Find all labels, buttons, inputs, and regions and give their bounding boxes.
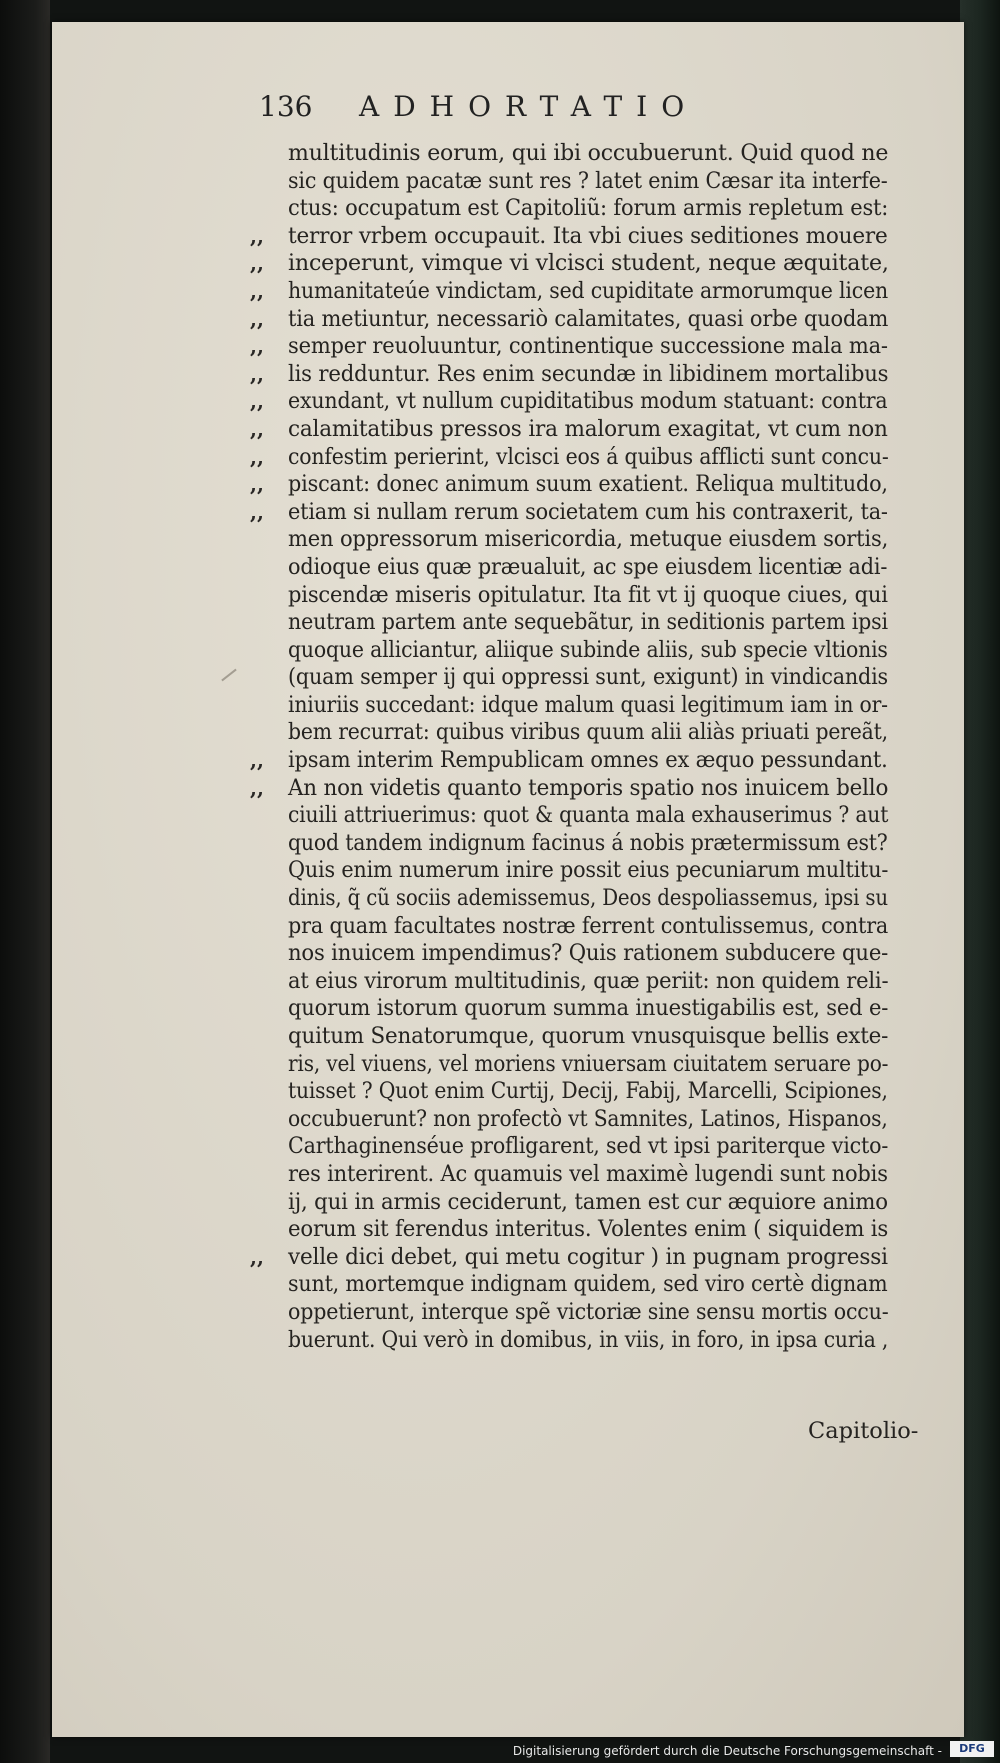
line-text: Carthaginenséue profligarent, sed vt ipsi pariterque victo- (288, 1133, 889, 1160)
line-text: occubuerunt? non profectò vt Samnites, Latinos, Hispanos, (288, 1105, 888, 1132)
text-line (52, 940, 964, 968)
line-text: piscant: donec animum suum exatient. Reliqua multitudo, (288, 471, 888, 498)
quotation-marker: ,, (250, 306, 264, 331)
line-text: sic quidem pacatæ sunt res ? latet enim Cæsar ita interfe- (288, 167, 888, 194)
text-line (52, 526, 964, 554)
line-text: piscendæ miseris opitulatur. Ita fit vt ij quoque ciues, qui (288, 581, 888, 608)
text-line (52, 499, 964, 527)
text-line (52, 1051, 964, 1079)
line-text: terror vrbem occupauit. Ita vbi ciues seditiones mouere (288, 222, 888, 249)
catchword: Capitolio- (808, 1418, 919, 1444)
line-text: eorum sit ferendus interitus. Volentes enim ( siquidem is (288, 1216, 889, 1243)
line-text: quorum istorum quorum summa inuestigabilis est, sed e- (288, 995, 889, 1022)
quotation-marker: ,, (250, 472, 264, 497)
text-line (52, 830, 964, 858)
text-line (52, 1299, 964, 1327)
text-line (52, 913, 964, 941)
line-text: semper reuoluuntur, continentique successione mala ma- (288, 333, 888, 360)
text-line (52, 278, 964, 306)
line-text: oppetierunt, interque spẽ victoriæ sine sensu mortis occu- (288, 1298, 889, 1325)
line-text: inceperunt, vimque vi vlcisci student, neque æquitate, (288, 250, 889, 277)
line-text: bem recurrat: quibus viribus quum alii aliàs priuati pereãt, (288, 719, 888, 746)
line-text: quod tandem indignum facinus á nobis prætermissum est? (288, 829, 888, 856)
quotation-marker: ,, (250, 775, 264, 800)
line-text: quitum Senatorumque, quorum vnusquisque bellis exte- (288, 1023, 889, 1049)
line-text: An non videtis quanto temporis spatio nos inuicem bello (288, 774, 889, 801)
line-text: tia metiuntur, necessariò calamitates, quasi orbe quodam (288, 305, 889, 332)
text-line (52, 1023, 964, 1051)
line-text: odioque eius quæ præualuit, ac spe eiusdem licentiæ adi- (288, 553, 888, 580)
scan-background-left (0, 0, 50, 1763)
text-line (52, 775, 964, 803)
text-line (52, 140, 964, 168)
text-line (52, 1216, 964, 1244)
text-line (52, 1106, 964, 1134)
quotation-marker: ,, (250, 748, 264, 773)
scan-background-right (960, 0, 1000, 1763)
line-text: ipsam interim Rempublicam omnes ex æquo pessundant. (288, 747, 888, 774)
line-text: (quam semper ij qui oppressi sunt, exigunt) in vindicandis (288, 664, 888, 691)
text-line (52, 885, 964, 913)
line-text: pra quam facultates nostræ ferrent contulissemus, contra (288, 912, 889, 939)
line-text: etiam si nullam rerum societatem cum his contraxerit, ta- (288, 498, 888, 525)
quotation-marker: ,, (250, 499, 264, 524)
text-line (52, 1161, 964, 1189)
line-text: res interirent. Ac quamuis vel maximè lugendi sunt nobis (288, 1160, 888, 1187)
text-line (52, 582, 964, 610)
line-text: humanitateúe vindictam, sed cupiditate armorumque licen (288, 277, 889, 304)
quotation-marker: ,, (250, 1244, 264, 1269)
line-text: at eius virorum multitudinis, quæ periit: non quidem reli- (288, 967, 889, 994)
text-line (52, 995, 964, 1023)
text-line (52, 1189, 964, 1217)
line-text: calamitatibus pressos ira malorum exagitat, vt cum non (288, 415, 888, 442)
text-line (52, 416, 964, 444)
text-line (52, 1078, 964, 1106)
text-line (52, 968, 964, 996)
running-title: ADHORTATIO (359, 90, 699, 123)
text-line (52, 1133, 964, 1161)
line-text: iniuriis succedant: idque malum quasi legitimum iam in or- (288, 691, 888, 718)
text-line (52, 802, 964, 830)
line-text: sunt, mortemque indignam quidem, sed viro certè dignam (288, 1271, 888, 1298)
quotation-marker: ,, (250, 389, 264, 414)
line-text: buerunt. Qui verò in domibus, in viis, in foro, in ipsa curia , (288, 1326, 889, 1353)
text-line (52, 168, 964, 196)
line-text: velle dici debet, qui metu cogitur ) in pugnam progressi (288, 1243, 888, 1270)
text-line (52, 333, 964, 361)
text-line (52, 1327, 964, 1355)
line-text: lis redduntur. Res enim secundæ in libidinem mortalibus (288, 360, 889, 387)
text-line (52, 1271, 964, 1299)
line-text: dinis, q̃ cũ sociis ademissemus, Deos despoliassemus, ipsi su (288, 885, 888, 912)
text-line (52, 554, 964, 582)
book-page (52, 22, 964, 1737)
line-text: ij, qui in armis ceciderunt, tamen est cur æquiore animo (288, 1188, 888, 1215)
text-line (52, 306, 964, 334)
page-header (259, 86, 879, 134)
line-text: men oppressorum misericordia, metuque eiusdem sortis, (288, 526, 889, 553)
quotation-marker: ,, (250, 251, 264, 276)
quotation-marker: ,, (250, 334, 264, 359)
quotation-marker: ,, (250, 444, 264, 469)
text-line (52, 719, 964, 747)
text-line (52, 444, 964, 472)
dfg-logo: DFG (950, 1741, 994, 1757)
line-text: ctus: occupatum est Capitoliũ: forum armis repletum est: (288, 195, 889, 222)
line-text: quoque alliciantur, aliique subinde aliis, sub specie vltionis (288, 636, 888, 663)
line-text: tuisset ? Quot enim Curtij, Decij, Fabij, Marcelli, Scipiones, (288, 1078, 888, 1105)
text-line (52, 471, 964, 499)
text-line (52, 692, 964, 720)
text-line (52, 664, 964, 692)
line-text: ris, vel viuens, vel moriens vniuersam ciuitatem seruare po- (288, 1050, 889, 1077)
text-line (52, 609, 964, 637)
text-line (52, 1244, 964, 1272)
quotation-marker: ,, (250, 416, 264, 441)
text-line (52, 250, 964, 278)
digitization-credit: Digitalisierung gefördert durch die Deutsche Forschungsgemeinschaft - (512, 1744, 942, 1758)
line-text: ciuili attriuerimus: quot & quanta mala exhauserimus ? aut (288, 802, 889, 829)
text-line (52, 388, 964, 416)
quotation-marker: ,, (250, 361, 264, 386)
text-line (52, 637, 964, 665)
line-text: multitudinis eorum, qui ibi occubuerunt. Quid quod ne (288, 140, 889, 166)
text-line (52, 223, 964, 251)
text-line (52, 857, 964, 885)
text-line (52, 195, 964, 223)
text-line (52, 361, 964, 389)
page-number: 136 (259, 90, 313, 123)
line-text: nos inuicem impendimus? Quis rationem subducere que- (288, 940, 889, 967)
quotation-marker: ,, (250, 223, 264, 248)
line-text: confestim perierint, vlcisci eos á quibus afflicti sunt concu- (288, 443, 889, 470)
line-text: Quis enim numerum inire possit eius pecuniarum multitu- (288, 857, 889, 884)
body-text (52, 140, 964, 1354)
quotation-marker: ,, (250, 278, 264, 303)
line-text: neutram partem ante sequebãtur, in seditionis partem ipsi (288, 609, 888, 636)
line-text: exundant, vt nullum cupiditatibus modum statuant: contra (288, 388, 888, 415)
text-line (52, 747, 964, 775)
